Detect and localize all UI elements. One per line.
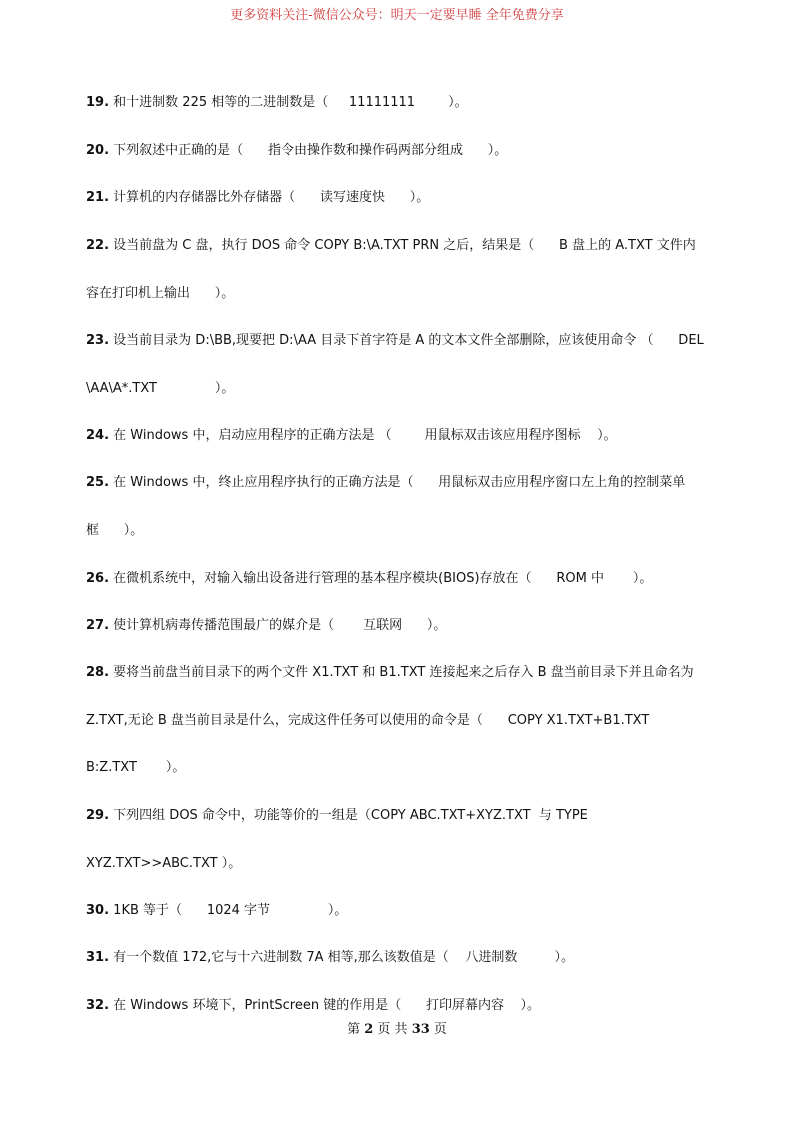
question-text: 在微机系统中，对输入输出设备进行管理的基本程序模块(BIOS)存放在（ ROM 中 ）。 — [113, 571, 653, 586]
question-text: 在 Windows 环境下，PrintScreen 键的作用是（ 打印屏幕内容 ）。 — [113, 998, 541, 1013]
question-number: 25. — [86, 475, 110, 490]
question-23-cont — [86, 377, 234, 396]
question-text: 设当前目录为 D:\BB,现要把 D:\AA 目录下首字符是 A 的文本文件全部删除，应该使用命令 （ DEL — [113, 333, 704, 348]
question-text: Z.TXT,无论 B 盘当前目录是什么，完成这件任务可以使用的命令是（ COPY X1.TXT+B1.TXT — [86, 713, 650, 728]
question-text: 下列四组 DOS 命令中，功能等价的一组是（COPY ABC.TXT+XYZ.TXT 与 TYPE — [113, 808, 588, 823]
question-text: 要将当前盘当前目录下的两个文件 X1.TXT 和 B1.TXT 连接起来之后存入 B 盘当前目录下并且命名为 — [113, 665, 694, 680]
question-text: 在 Windows 中，启动应用程序的正确方法是 （ 用鼠标双击该应用程序图标 ）。 — [113, 428, 617, 443]
question-number: 29. — [86, 808, 110, 823]
footer-total-pages: 33 — [411, 1022, 430, 1037]
question-number: 32. — [86, 998, 110, 1013]
question-number: 28. — [86, 665, 110, 680]
question-number: 31. — [86, 950, 110, 965]
question-23 — [86, 329, 704, 348]
question-text: B:Z.TXT ）。 — [86, 760, 186, 775]
question-text: 1KB 等于（ 1024 字节 ）。 — [113, 903, 348, 918]
page-footer — [0, 1018, 794, 1037]
question-24 — [86, 424, 617, 443]
question-text: 计算机的内存储器比外存储器（ 读写速度快 ）。 — [113, 190, 430, 205]
question-28-cont-2 — [86, 756, 185, 775]
question-text: 框 ）。 — [86, 523, 144, 538]
question-number: 20. — [86, 143, 110, 158]
question-21 — [86, 186, 429, 205]
question-28-cont — [86, 709, 649, 728]
question-text: 容在打印机上输出 ）。 — [86, 286, 235, 301]
question-text: 设当前盘为 C 盘，执行 DOS 命令 COPY B:\A.TXT PRN 之后，结果是（ B 盘上的 A.TXT 文件内 — [113, 238, 696, 253]
question-25-cont — [86, 519, 143, 538]
footer-suffix: 页 — [433, 1022, 447, 1037]
question-28 — [86, 661, 694, 680]
footer-middle: 页 共 — [377, 1022, 408, 1037]
question-22 — [86, 234, 696, 253]
question-29-cont — [86, 852, 241, 871]
footer-page-number: 2 — [364, 1022, 374, 1037]
question-32 — [86, 994, 540, 1013]
question-number: 24. — [86, 428, 110, 443]
question-number: 23. — [86, 333, 110, 348]
question-number: 19. — [86, 95, 110, 110]
question-text: 下列叙述中正确的是（ 指令由操作数和操作码两部分组成 ）。 — [113, 143, 508, 158]
question-26 — [86, 567, 652, 586]
page-header: 更多资料关注-微信公众号：明天一定要早睡 全年免费分享 — [230, 8, 564, 23]
question-25 — [86, 471, 685, 490]
question-27 — [86, 614, 446, 633]
question-number: 22. — [86, 238, 110, 253]
question-number: 30. — [86, 903, 110, 918]
question-number: 26. — [86, 571, 110, 586]
question-text: 有一个数值 172,它与十六进制数 7A 相等,那么该数值是（ 八进制数 ）。 — [113, 950, 575, 965]
question-31 — [86, 946, 574, 965]
question-text: \AA\A*.TXT ）。 — [86, 381, 235, 396]
question-20 — [86, 139, 507, 158]
question-22-cont — [86, 282, 234, 301]
question-30 — [86, 899, 347, 918]
question-text: 和十进制数 225 相等的二进制数是（ 11111111 ）。 — [113, 95, 468, 110]
question-29 — [86, 804, 588, 823]
question-text: 在 Windows 中，终止应用程序执行的正确方法是（ 用鼠标双击应用程序窗口左上角的控制菜单 — [113, 475, 686, 490]
question-number: 27. — [86, 618, 110, 633]
question-19 — [86, 91, 468, 110]
question-text: XYZ.TXT>>ABC.TXT ）。 — [86, 856, 242, 871]
question-text: 使计算机病毒传播范围最广的媒介是（ 互联网 ）。 — [113, 618, 447, 633]
footer-prefix: 第 — [347, 1022, 361, 1037]
question-number: 21. — [86, 190, 110, 205]
